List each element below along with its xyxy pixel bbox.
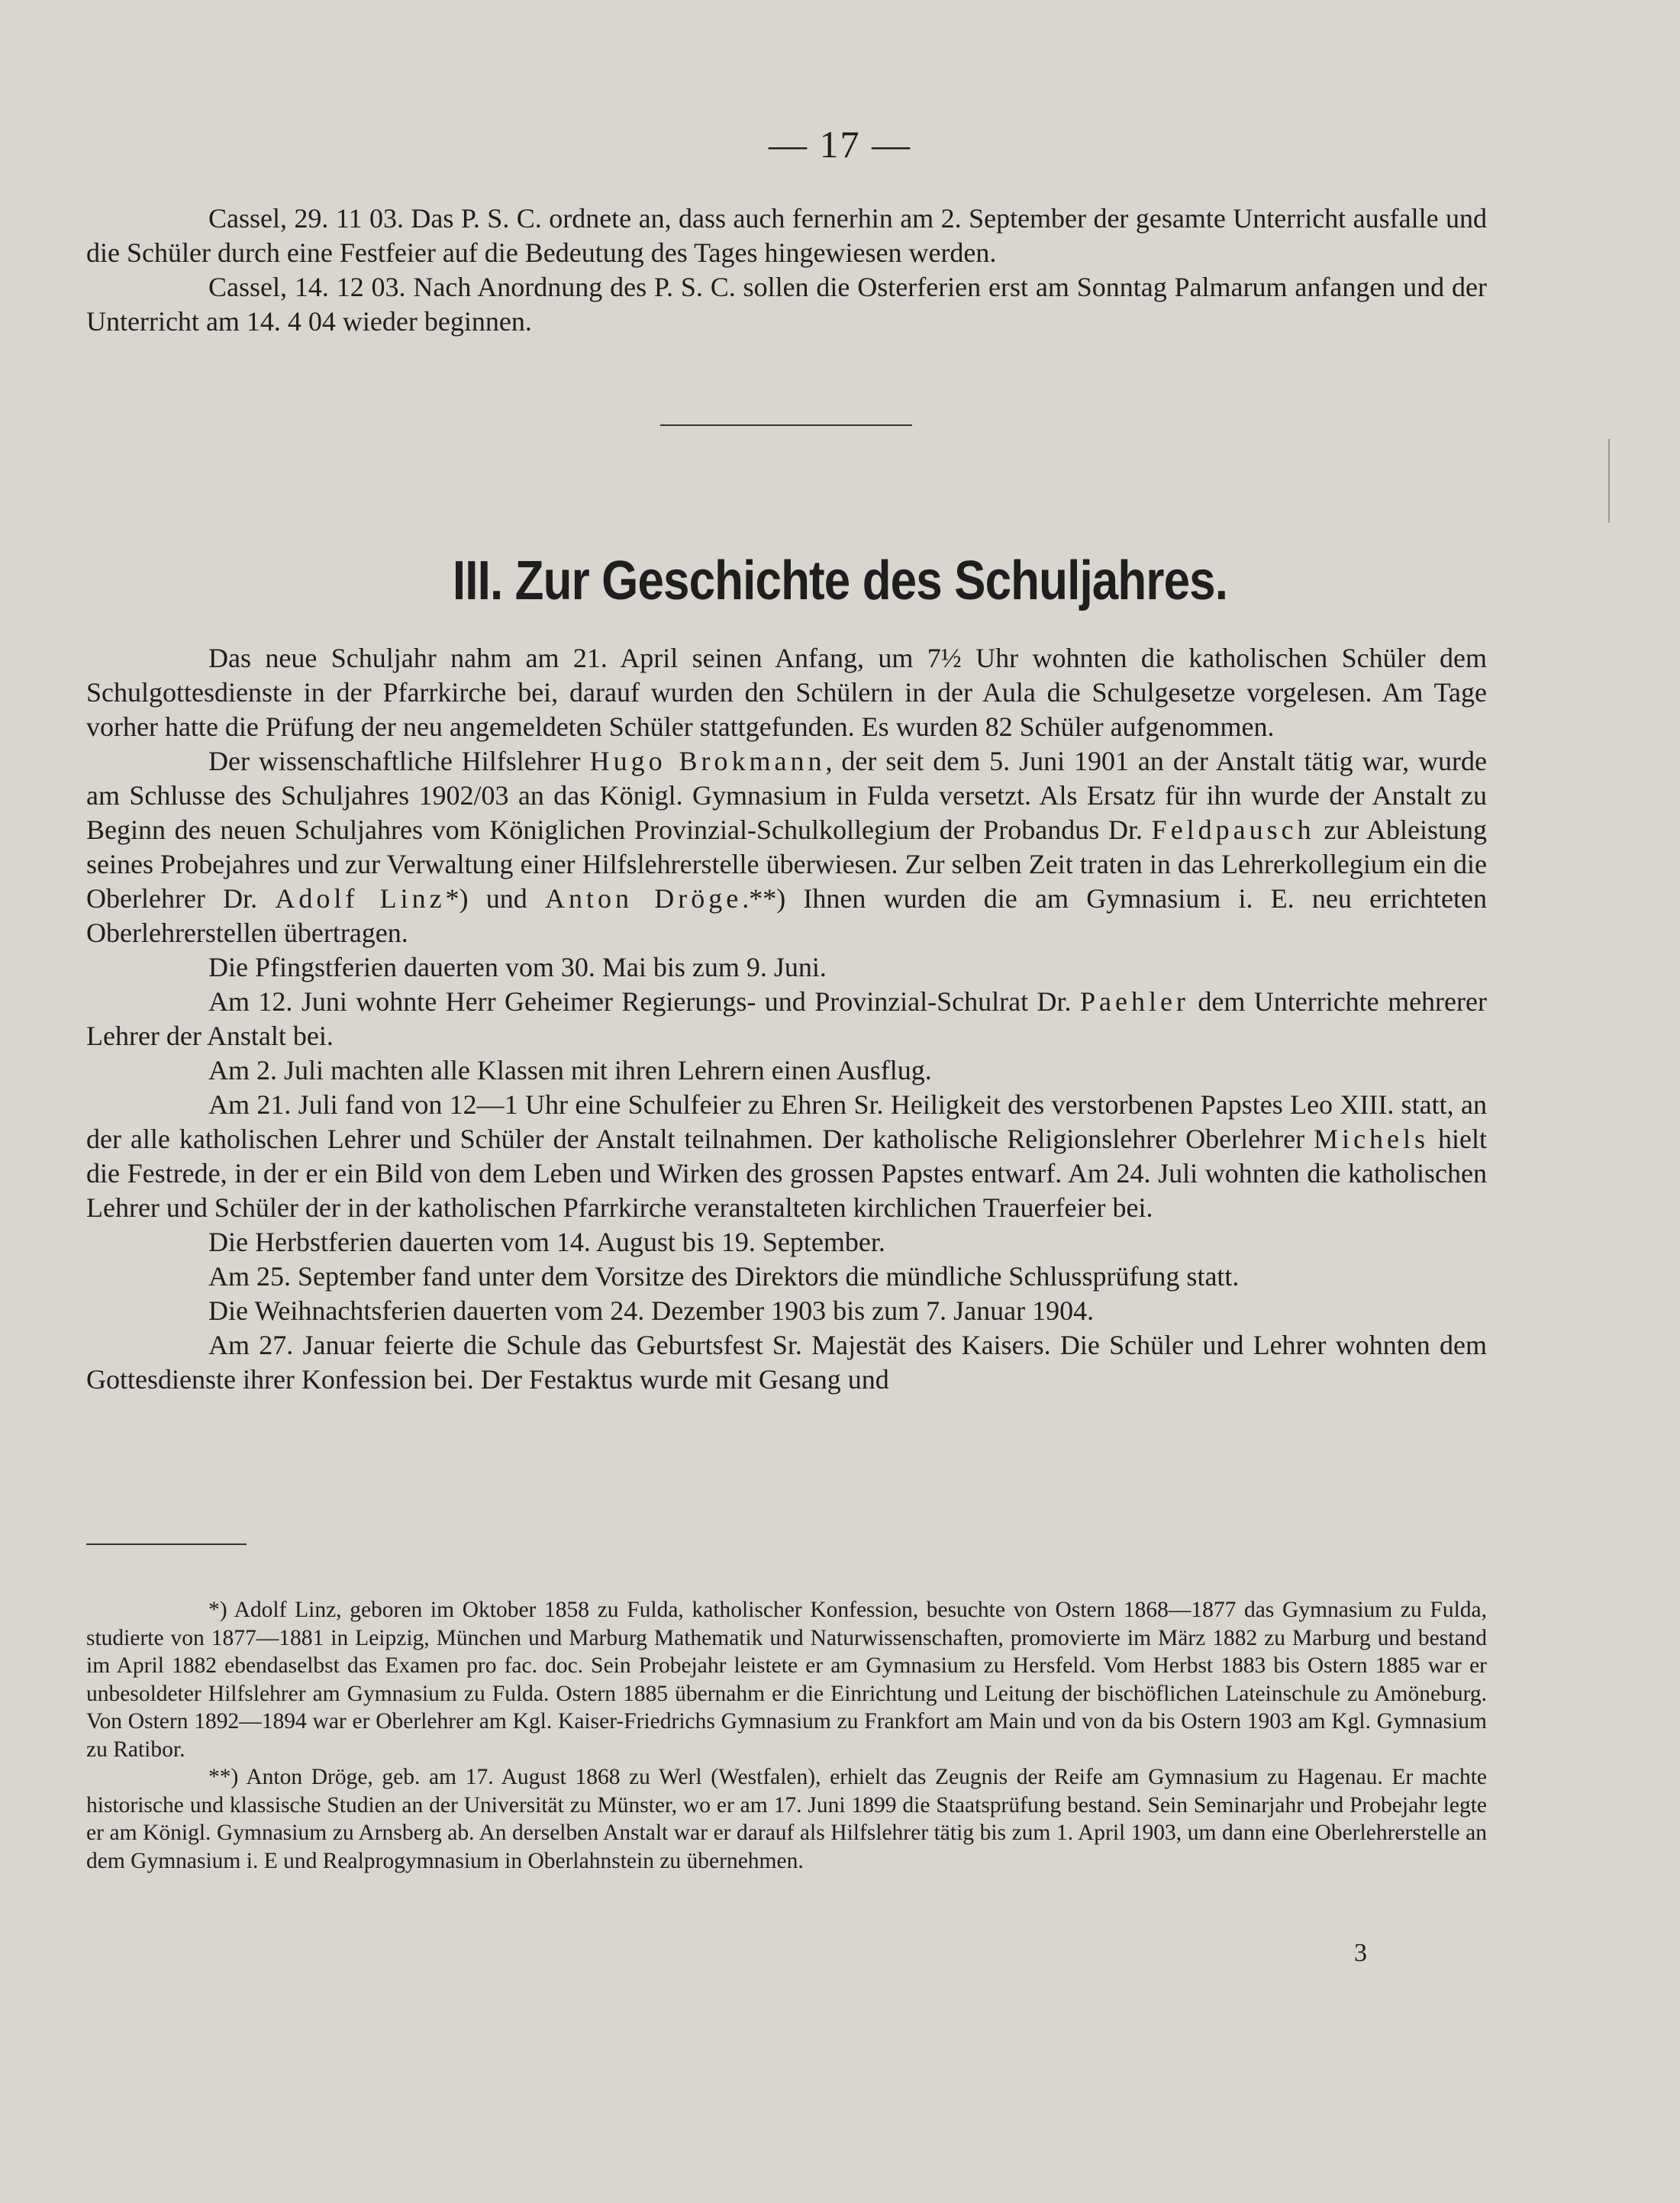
body-paragraph: Am 21. Juli fand von 12—1 Uhr eine Schulfeier zu Ehren Sr. Heiligkeit des verstorbenen Papstes Leo XIII. statt, an der alle katholischen Lehrer und Schüler der Anstalt teilnahmen. Der katholische Religionslehrer Oberlehrer Michels hielt die Festrede, in der er ein Bild von dem Leben und Wirken des grossen Papstes entwarf. Am 24. Juli wohnten die katholischen Lehrer und Schüler der in der katholischen Pfarrkirche veranstalteten kirchlichen Trauerfeier bei. — [86, 1089, 1488, 1223]
footnotes — [86, 1596, 1487, 1875]
decree-paragraph: Cassel, 29. 11 03. Das P. S. C. ordnete an, dass auch fernerhin am 2. September der gesamte Unterricht ausfalle und die Schüler durch eine Festfeier auf die Bedeutung des Tages hingewiesen werden. — [86, 203, 1487, 268]
signature-mark: 3 — [1354, 1939, 1367, 1967]
person-name: Hugo Brokmann — [589, 746, 826, 776]
page-number: — 17 — — [769, 123, 911, 166]
footnote: **) Anton Dröge, geb. am 17. August 1868 zu Werl (Westfalen), erhielt das Zeugnis der Reife am Gymnasium zu Hagenau. Er machte historische und klassische Studien an der Universität zu Münster, wo er am 17. Juni 1899 die Staatsprüfung bestand. Sein Seminarjahr und Probejahr legte er am Königl. Gymnasium zu Arnsberg ab. An derselben Anstalt war er darauf als Hilfslehrer tätig bis zum 1. April 1903, um dann eine Oberlehrerstelle an dem Gymnasium i. E und Realprogymnasium in Oberlahnstein zu übernehmen. — [86, 1765, 1487, 1873]
section-heading: III. Zur Geschichte des Schuljahres. — [452, 550, 1228, 611]
body-paragraph: Das neue Schuljahr nahm am 21. April seinen Anfang, um 7½ Uhr wohnten die katholischen Schüler dem Schulgottesdienste in der Pfarrkirche bei, darauf wurden den Schülern in der Aula die Schulgesetze vorgelesen. Am Tage vorher hatte die Prüfung der neu angemeldeten Schüler stattgefunden. Es wurden 82 Schüler aufgenommen. — [86, 643, 1487, 742]
footnote: *) Adolf Linz, geboren im Oktober 1858 zu Fulda, katholischer Konfession, besuchte von Ostern 1868—1877 das Gymnasium zu Fulda, studierte von 1877—1881 in Leipzig, München und Marburg Mathematik und Naturwissenschaften, promovierte im März 1882 zu Marburg und bestand im April 1882 ebendaselbst das Examen pro fac. doc. Sein Probejahr leistete er am Gymnasium zu Hersfeld. Vom Herbst 1883 bis Ostern 1885 war er unbesoldeter Hilfslehrer am Gymnasium zu Fulda. Ostern 1885 übernahm er die Einrichtung und Leitung der bischöflichen Lateinschule zu Amöneburg. Von Ostern 1892—1894 war er Oberlehrer am Kgl. Kaiser-Friedrichs Gymnasium zu Frankfort am Main und von da bis Ostern 1903 am Kgl. Gymnasium zu Ratibor. — [86, 1598, 1487, 1762]
person-name: Anton Dröge — [545, 883, 743, 914]
section-divider — [660, 424, 912, 426]
body-paragraph: Die Pfingstferien dauerten vom 30. Mai bis zum 9. Juni. — [208, 952, 827, 982]
footnote-divider — [86, 1543, 247, 1545]
person-name: Michels — [1314, 1124, 1430, 1154]
margin-mark — [1608, 439, 1610, 523]
body-paragraph: Am 12. Juni wohnte Herr Geheimer Regierungs- und Provinzial-Schulrat Dr. Paehler dem Unterrichte mehrerer Lehrer der Anstalt bei. — [86, 986, 1487, 1051]
decrees-section — [86, 202, 1487, 339]
chronicle-body — [86, 641, 1487, 1397]
body-paragraph: Die Weihnachtsferien dauerten vom 24. Dezember 1903 bis zum 7. Januar 1904. — [208, 1295, 1095, 1326]
person-name: Paehler — [1079, 986, 1189, 1017]
decree-paragraph: Cassel, 14. 12 03. Nach Anordnung des P. S. C. sollen die Osterferien erst am Sonntag Palmarum anfangen und der Unterricht am 14. 4 04 wieder beginnen. — [86, 272, 1487, 337]
body-paragraph: Am 27. Januar feierte die Schule das Geburtsfest Sr. Majestät des Kaisers. Die Schüler und Lehrer wohnten dem Gottesdienste ihrer Konfession bei. Der Festaktus wurde mit Gesang und — [86, 1330, 1487, 1395]
body-paragraph: Die Herbstferien dauerten vom 14. August bis 19. September. — [208, 1227, 885, 1257]
body-paragraph: Der wissenschaftliche Hilfslehrer Hugo Brokmann, der seit dem 5. Juni 1901 an der Anstalt tätig war, wurde am Schlusse des Schuljahres 1902/03 an das Königl. Gymnasium in Fulda versetzt. Als Ersatz für ihn wurde der Anstalt zu Beginn des neuen Schuljahres vom Königlichen Provinzial-Schulkollegium der Probandus Dr. Feldpausch zur Ableistung seines Probejahres und zur Verwaltung einer Hilfslehrerstelle überwiesen. Zur selben Zeit traten in das Lehrerkollegium ein die Oberlehrer Dr. Adolf Linz*) und Anton Dröge.**) Ihnen wurden die am Gymnasium i. E. neu errichteten Oberlehrerstellen übertragen. — [86, 746, 1487, 948]
body-paragraph: Am 25. September fand unter dem Vorsitze des Direktors die mündliche Schlussprüfung statt. — [208, 1261, 1240, 1292]
person-name: Adolf Linz — [275, 883, 446, 914]
person-name: Feldpausch — [1151, 814, 1315, 845]
body-paragraph: Am 2. Juli machten alle Klassen mit ihren Lehrern einen Ausflug. — [208, 1055, 932, 1085]
